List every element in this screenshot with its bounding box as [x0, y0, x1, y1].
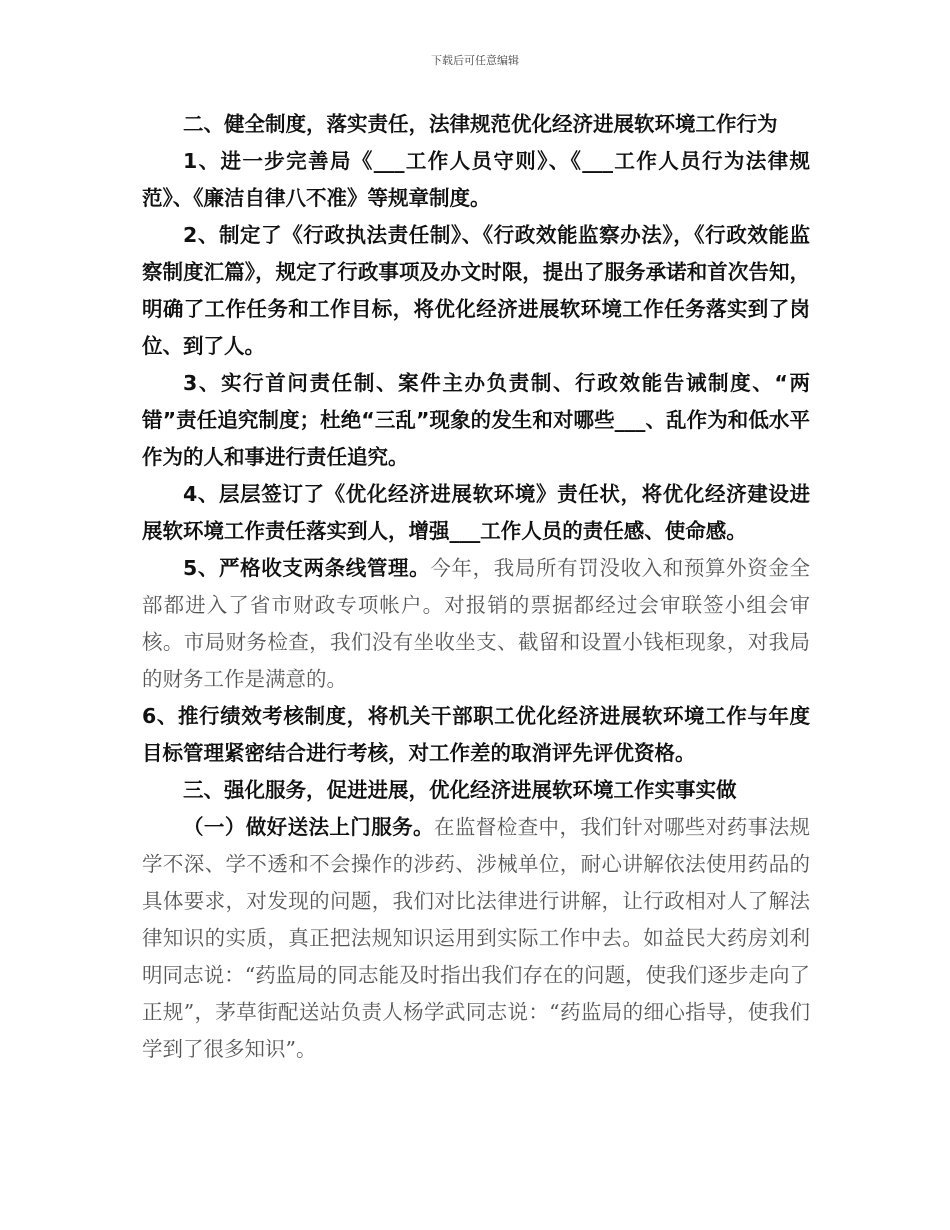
paragraph-item-5: [142, 550, 810, 698]
paragraph-item-6: 6、推行绩效考核制度，将机关干部职工优化经济进展软环境工作与年度目标管理紧密结合进行考核，对工作差的取消评先评优资格。: [142, 704, 810, 765]
header-note: 下载后可任意编辑: [431, 54, 519, 67]
paragraph-item-4: 4、层层签订了《优化经济进展软环境》责任状，将优化经济建设进展软环境工作责任落实到人，增强___工作人员的责任感、使命感。: [142, 482, 810, 543]
paragraph-item-2: 2、制定了《行政执法责任制》、《行政效能监察办法》，《行政效能监察制度汇篇》，规定了行政事项及办文时限，提出了服务承诺和首次告知，明确了工作任务和工作目标，将优化经济进展软环境工作任务落实到了岗位、到了人。: [142, 223, 810, 358]
paragraph-item-3: 3、实行首问责任制、案件主办负责制、行政效能告诫制度、“两错”责任追究制度；杜绝“三乱”现象的发生和对哪些___、乱作为和低水平作为的人和事进行责任追究。: [142, 371, 810, 469]
section-heading-3: 三、强化服务，促进进展，优化经济进展软环境工作实事实做: [183, 778, 737, 802]
paragraph-subsection-1: [142, 809, 810, 1068]
paragraph-item-5-lead: 5、严格收支两条线管理。: [183, 556, 431, 580]
paragraph-item-1: 1、进一步完善局《___工作人员守则》、《___工作人员行为法律规范》、《廉洁自律八不准》等规章制度。: [142, 149, 810, 210]
section-heading-2: 二、健全制度，落实责任，法律规范优化经济进展软环境工作行为: [183, 112, 778, 136]
paragraph-subsection-1-lead: （一）做好送法上门服务。: [183, 815, 434, 839]
paragraph-subsection-1-body: 在监督检查中，我们针对哪些对药事法规学不深、学不透和不会操作的涉药、涉械单位，耐心讲解依法使用药品的具体要求，对发现的问题，我们对比法律进行讲解，让行政相对人了解法律知识的实质，真正把法规知识运用到实际工作中去。如益民大药房刘利明同志说：“药监局的同志能及时指出我们存在的问题，使我们逐步走向了正规”，茅草街配送站负责人杨学武同志说：“药监局的细心指导，使我们学到了很多知识”。: [142, 815, 811, 1061]
paragraph-item-5-body: 今年，我局所有罚没收入和预算外资金全部都进入了省市财政专项帐户。对报销的票据都经过会审联签小组会审核。市局财务检查，我们没有坐收坐支、截留和设置小钱柜现象，对我局的财务工作是满意的。: [142, 556, 811, 691]
document-body: [142, 106, 810, 1068]
